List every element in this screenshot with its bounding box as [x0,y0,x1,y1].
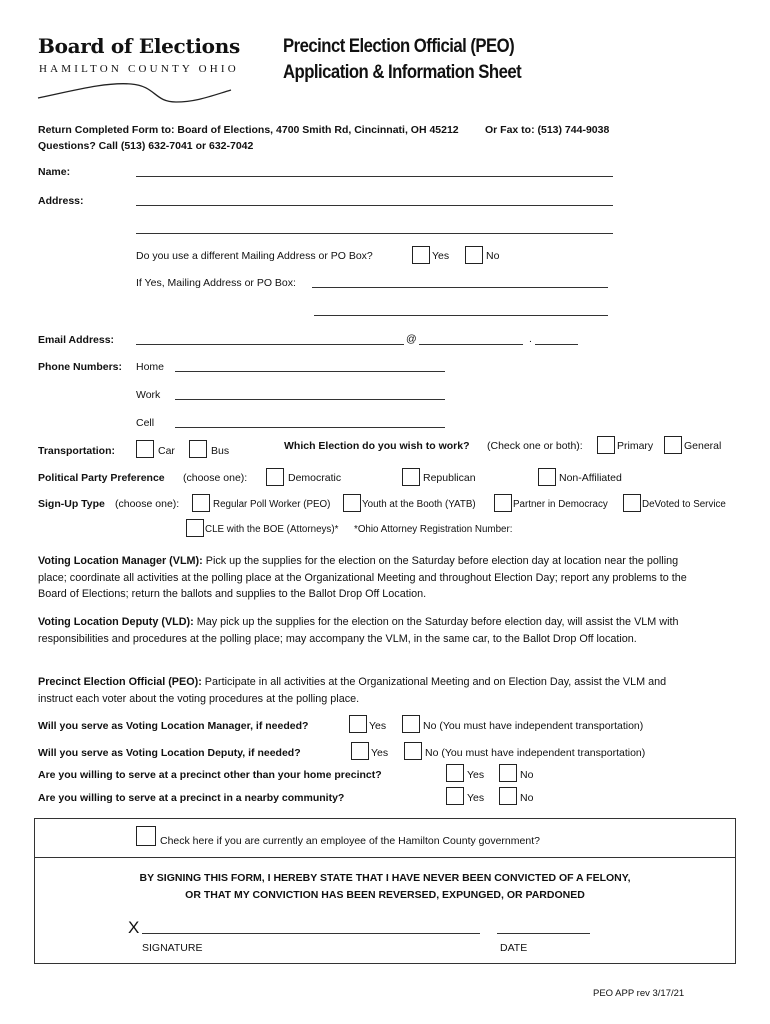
date-label: DATE [500,942,528,954]
email-domain-field[interactable] [419,344,523,345]
transportation-label: Transportation: [38,445,116,457]
signup-devoted-label: DeVoted to Service [642,499,726,510]
vld-text: May pick up the supplies for the election on the Saturday before election day, will assist the VLM with responsibilities and procedures at the polling place; may accompany the VLM, in the same car, to the Ballot Drop Off location. [38,616,679,645]
name-label: Name: [38,166,71,178]
felony-statement-line2: OR THAT MY CONVICTION HAS BEEN REVERSED, EXPUNGED, OR PARDONED [185,889,585,901]
transport-bus-label: Bus [211,445,230,457]
mailing-address-field-line2[interactable] [314,315,608,316]
which-election-note: (Check one or both): [487,440,583,452]
signup-cle-checkbox[interactable] [186,519,204,537]
q4-no-checkbox[interactable] [499,787,517,805]
vld-title: Voting Location Deputy (VLD): [38,616,194,628]
mailing-yes-checkbox[interactable] [412,246,430,264]
email-user-field[interactable] [136,344,404,345]
signup-regular-label: Regular Poll Worker (PEO) [213,499,331,510]
election-general-label: General [684,440,722,452]
party-republican-checkbox[interactable] [402,468,420,486]
signup-regular-checkbox[interactable] [192,494,210,512]
party-republican-label: Republican [423,472,476,484]
mailing-no-checkbox[interactable] [465,246,483,264]
signature-x-mark: X [128,918,140,937]
election-primary-label: Primary [617,440,654,452]
form-title-line1: Precinct Election Official (PEO) [283,36,515,57]
transport-car-checkbox[interactable] [136,440,154,458]
email-tld-field[interactable] [535,344,578,345]
signup-partner-checkbox[interactable] [494,494,512,512]
signup-cle-label: CLE with the BOE (Attorneys)* [205,524,339,535]
q4-no-label: No [520,792,534,804]
form-title-line2: Application & Information Sheet [283,62,522,83]
address-label: Address: [38,195,84,207]
name-field[interactable] [136,176,613,177]
q2-yes-checkbox[interactable] [351,742,369,760]
q1-yes-label: Yes [369,720,387,732]
election-primary-checkbox[interactable] [597,436,615,454]
mailing-yes-label: Yes [432,250,450,262]
return-address: Return Completed Form to: Board of Elections, 4700 Smith Rd, Cincinnati, OH 45212 [38,124,459,136]
party-label: Political Party Preference [38,472,165,484]
email-at-sign: @ [406,333,417,345]
vld-description [38,614,698,647]
address-field-line2[interactable] [136,233,613,234]
signature-field[interactable] [142,933,480,934]
q2-yes-label: Yes [371,747,389,759]
party-democratic-checkbox[interactable] [266,468,284,486]
org-logo-subtitle: HAMILTON COUNTY OHIO [39,63,239,75]
vlm-title: Voting Location Manager (VLM): [38,555,203,567]
party-nonaffiliated-label: Non-Affiliated [559,472,622,484]
signup-note: (choose one): [115,498,180,510]
org-logo-title: Board of Elections [38,34,240,58]
phone-work-field[interactable] [175,399,445,400]
signup-partner-label: Partner in Democracy [513,499,608,510]
vlm-text: Pick up the supplies for the election on the Saturday before election day at location near the polling place; coordinate all activities at the polling place at the Organizational Meeting and throughout Election Day; report any problems to the Board of Elections; return the ballots and supplies to the Ballot Drop Off Location. [38,555,687,600]
peo-description [38,674,698,707]
phone-work-label: Work [136,389,161,401]
peo-text: Participate in all activities at the Organizational Meeting and on Election Day, assist the VLM and instruct each voter about the voting procedures at the polling place. [38,676,667,705]
question-nearby-community: Are you willing to serve at a precinct in a nearby community? [38,792,345,804]
q1-no-checkbox[interactable] [402,715,420,733]
q1-no-label: No (You must have independent transportation) [423,720,644,732]
felony-statement-line1: BY SIGNING THIS FORM, I HEREBY STATE THAT I HAVE NEVER BEEN CONVICTED OF A FELONY, [139,872,631,884]
fax-number: Or Fax to: (513) 744-9038 [485,124,610,136]
questions-phone: Questions? Call (513) 632-7041 or 632-7042 [38,140,254,152]
email-dot: . [529,333,532,345]
vlm-description [38,553,698,603]
party-nonaffiliated-checkbox[interactable] [538,468,556,486]
q2-no-label: No (You must have independent transportation) [425,747,646,759]
transport-car-label: Car [158,445,175,457]
q3-yes-checkbox[interactable] [446,764,464,782]
q4-yes-checkbox[interactable] [446,787,464,805]
phone-cell-label: Cell [136,417,155,429]
mailing-if-yes-label: If Yes, Mailing Address or PO Box: [136,277,296,289]
q2-no-checkbox[interactable] [404,742,422,760]
question-vld: Will you serve as Voting Location Deputy, if needed? [38,747,301,759]
signup-label: Sign-Up Type [38,498,105,510]
email-label: Email Address: [38,334,115,346]
question-vlm: Will you serve as Voting Location Manager, if needed? [38,720,309,732]
q4-yes-label: Yes [467,792,485,804]
peo-title: Precinct Election Official (PEO): [38,676,202,688]
phone-label: Phone Numbers: [38,361,123,373]
party-democratic-label: Democratic [288,472,342,484]
question-other-precinct: Are you willing to serve at a precinct other than your home precinct? [38,769,382,781]
employee-checkbox[interactable] [136,826,156,846]
transport-bus-checkbox[interactable] [189,440,207,458]
date-field[interactable] [497,933,590,934]
phone-cell-field[interactable] [175,427,445,428]
mailing-address-field-line1[interactable] [312,287,608,288]
employee-check-label: Check here if you are currently an employee of the Hamilton County government? [160,835,540,847]
signup-devoted-checkbox[interactable] [623,494,641,512]
signup-youth-checkbox[interactable] [343,494,361,512]
party-note: (choose one): [183,472,248,484]
phone-home-label: Home [136,361,165,373]
signature-label: SIGNATURE [142,942,203,954]
ohio-registration-label: *Ohio Attorney Registration Number: [354,524,513,535]
q3-no-label: No [520,769,534,781]
q3-no-checkbox[interactable] [499,764,517,782]
signup-youth-label: Youth at the Booth (YATB) [362,499,476,510]
address-field-line1[interactable] [136,205,613,206]
q3-yes-label: Yes [467,769,485,781]
election-general-checkbox[interactable] [664,436,682,454]
q1-yes-checkbox[interactable] [349,715,367,733]
phone-home-field[interactable] [175,371,445,372]
which-election-label: Which Election do you wish to work? [284,440,470,452]
mailing-question: Do you use a different Mailing Address or PO Box? [136,250,373,262]
logo-swoosh-icon [36,76,236,106]
mailing-no-label: No [486,250,500,262]
revision-note: PEO APP rev 3/17/21 [593,988,685,999]
